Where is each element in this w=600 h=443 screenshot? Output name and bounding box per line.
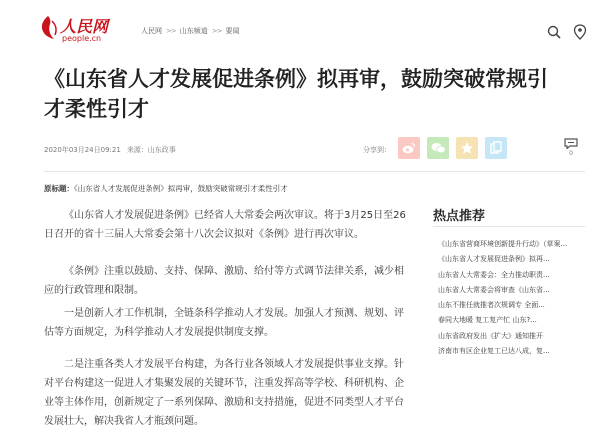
logo-text-cn: 人民网 bbox=[60, 17, 109, 36]
title-divider bbox=[44, 171, 585, 172]
hot-recommend-item[interactable]: 《山东省营商环境创新提升行动》（草案... bbox=[438, 240, 568, 248]
logo-text-en: people.cn bbox=[62, 34, 102, 43]
article-paragraph: 二是注重各类人才发展平台构建，为各行业各领域人才发展提供事业支撑。针对平台构建这一促进人才集聚发展的关键环节，注重发挥高等学校、科研机构、企业等主体作用，创新规定了一系列保障、激励和支持措施，促进不同类型人才平台发展壮大，解决我省人才瓶颈问题。 bbox=[44, 359, 404, 427]
article-paragraph: 《条例》注重以鼓励、支持、保障、激励、给付等方式调节法律关系，减少相应的行政管理和限制。 bbox=[44, 266, 404, 296]
qzone-icon bbox=[460, 141, 474, 155]
hot-recommend-item[interactable]: 济南市有区企业复工已达八成，复... bbox=[438, 347, 550, 356]
share-wechat-button[interactable] bbox=[427, 137, 449, 159]
share-weibo-button[interactable] bbox=[398, 137, 420, 159]
comment-icon bbox=[564, 138, 578, 149]
original-title-label: 原标题： bbox=[44, 184, 74, 193]
share-copy-button[interactable] bbox=[485, 137, 507, 159]
hot-recommend-item[interactable]: 山东省政府发出《扩大》通知推开 bbox=[438, 331, 543, 340]
hot-recommend-item[interactable]: 春同大地暖 复工复产忙 山东?... bbox=[438, 316, 537, 325]
hot-recommend-item[interactable]: 山东不推任就推者次规调专 全面... bbox=[438, 301, 545, 310]
hot-recommend-item[interactable]: 《山东省人才发展促进条例》拟再... bbox=[438, 255, 550, 264]
breadcrumb-separator: >> bbox=[166, 27, 176, 35]
original-title-line bbox=[44, 183, 404, 194]
breadcrumb-item-shandong[interactable]: 山东频道 bbox=[179, 27, 208, 35]
share-qzone-button[interactable] bbox=[456, 137, 478, 159]
hot-recommend-item[interactable]: 山东省人大常委会将审查《山东省... bbox=[438, 285, 550, 294]
hot-recommend-item[interactable]: 山东省人大常委会：全力推动职责... bbox=[438, 270, 550, 279]
search-icon[interactable] bbox=[546, 24, 562, 40]
wechat-icon bbox=[431, 142, 446, 154]
breadcrumb bbox=[141, 26, 239, 36]
breadcrumb-item-news[interactable]: 要闻 bbox=[225, 27, 240, 35]
article-date: 2020年03月24日09:21 bbox=[44, 146, 121, 154]
original-title-text: 《山东省人才发展促进条例》拟再审，鼓励突破常规引才柔性引才 bbox=[74, 184, 288, 193]
breadcrumb-item-people[interactable]: 人民网 bbox=[141, 27, 162, 35]
sidebar-divider bbox=[433, 226, 585, 227]
hot-recommend-list bbox=[438, 237, 588, 359]
article-source[interactable]: 来源：山东政事 bbox=[126, 146, 176, 154]
share-label: 分享到： bbox=[363, 146, 391, 154]
hot-recommend-title: 热点推荐 bbox=[433, 209, 486, 224]
weibo-icon bbox=[402, 142, 416, 154]
article-paragraph: 一是创新人才工作机制，全链条科学推动人才发展。加强人才预测、规划、评估等方面规定，为科学推动人才发展提供制度支撑。 bbox=[44, 308, 404, 338]
comment-count: 0 bbox=[569, 150, 573, 157]
page-title: 《山东省人才发展促进条例》拟再审，鼓励突破常规引才柔性引才 bbox=[44, 67, 548, 121]
article-meta bbox=[44, 145, 176, 155]
logo-mark-icon bbox=[38, 15, 58, 41]
people-logo[interactable] bbox=[38, 14, 118, 44]
location-icon[interactable] bbox=[572, 24, 588, 40]
article-paragraph: 《山东省人才发展促进条例》已经省人大常委会两次审议。将于3月25日至26日召开的省十三届人大常委会第十八次会议拟对《条例》进行再次审议。 bbox=[44, 210, 406, 240]
breadcrumb-separator: >> bbox=[211, 27, 222, 35]
copy-icon bbox=[490, 141, 502, 155]
comment-button[interactable] bbox=[560, 138, 582, 158]
